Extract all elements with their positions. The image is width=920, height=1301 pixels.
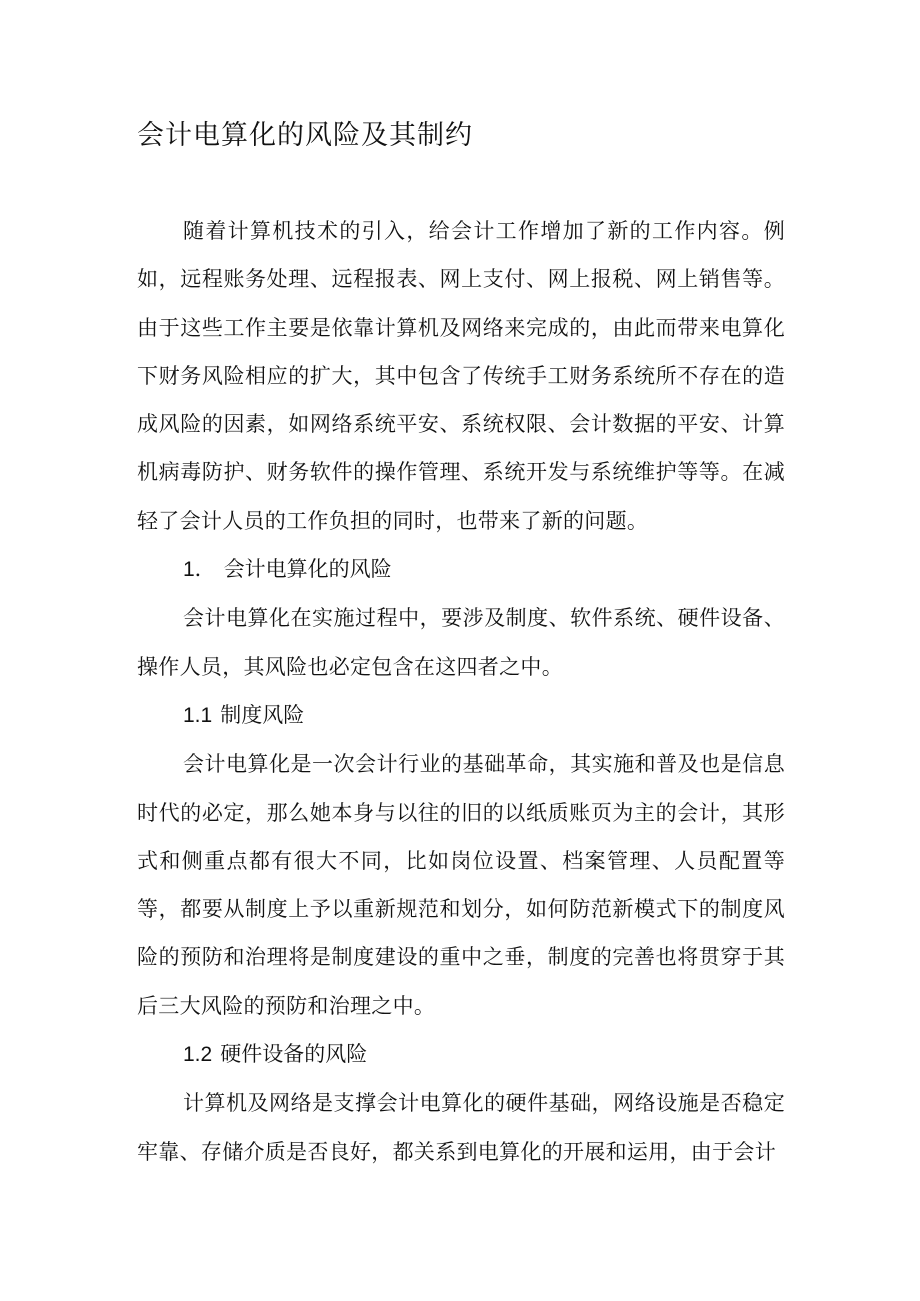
section-heading-1 <box>137 545 785 594</box>
section-number: 1.2 <box>183 1043 213 1067</box>
paragraph-intro: 随着计算机技术的引入，给会计工作增加了新的工作内容。例如，远程账务处理、远程报表、网上支付、网上报税、网上销售等。由于这些工作主要是依靠计算机及网络来完成的，由此而带来电算化下财务风险相应的扩大，其中包含了传统手工财务系统所不存在的造成风险的因素，如网络系统平安、系统权限、会计数据的平安、计算机病毒防护、财务软件的操作管理、系统开发与系统维护等等。在减轻了会计人员的工作负担的同时，也带来了新的问题。 <box>137 219 785 533</box>
section-title: 制度风险 <box>220 702 305 727</box>
paragraph-risk-overview: 会计电算化在实施过程中，要涉及制度、软件系统、硬件设备、操作人员，其风险也必定包含在这四者之中。 <box>137 606 785 679</box>
paragraph-system-risk: 会计电算化是一次会计行业的基础革命，其实施和普及也是信息时代的必定，那么她本身与以往的旧的以纸质账页为主的会计，其形式和侧重点都有很大不同，比如岗位设置、档案管理、人员配置等等，都要从制度上予以重新规范和划分，如何防范新模式下的制度风险的预防和治理将是制度建设的重中之垂，制度的完善也将贯穿于其后三大风险的预防和治理之中。 <box>137 752 785 1018</box>
section-title: 硬件设备的风险 <box>220 1042 368 1067</box>
section-heading-1-2 <box>137 1030 785 1079</box>
document-body <box>137 207 785 1176</box>
section-title: 会计电算化的风险 <box>223 557 392 582</box>
section-number: 1.1 <box>183 703 213 727</box>
section-heading-1-1 <box>137 691 785 740</box>
document-title: 会计电算化的风险及其制约 <box>137 120 473 151</box>
section-number: 1． <box>183 558 216 582</box>
paragraph-hardware-risk: 计算机及网络是支撑会计电算化的硬件基础，网络设施是否稳定牢靠、存储介质是否良好，都关系到电算化的开展和运用，由于会计 <box>137 1091 785 1164</box>
